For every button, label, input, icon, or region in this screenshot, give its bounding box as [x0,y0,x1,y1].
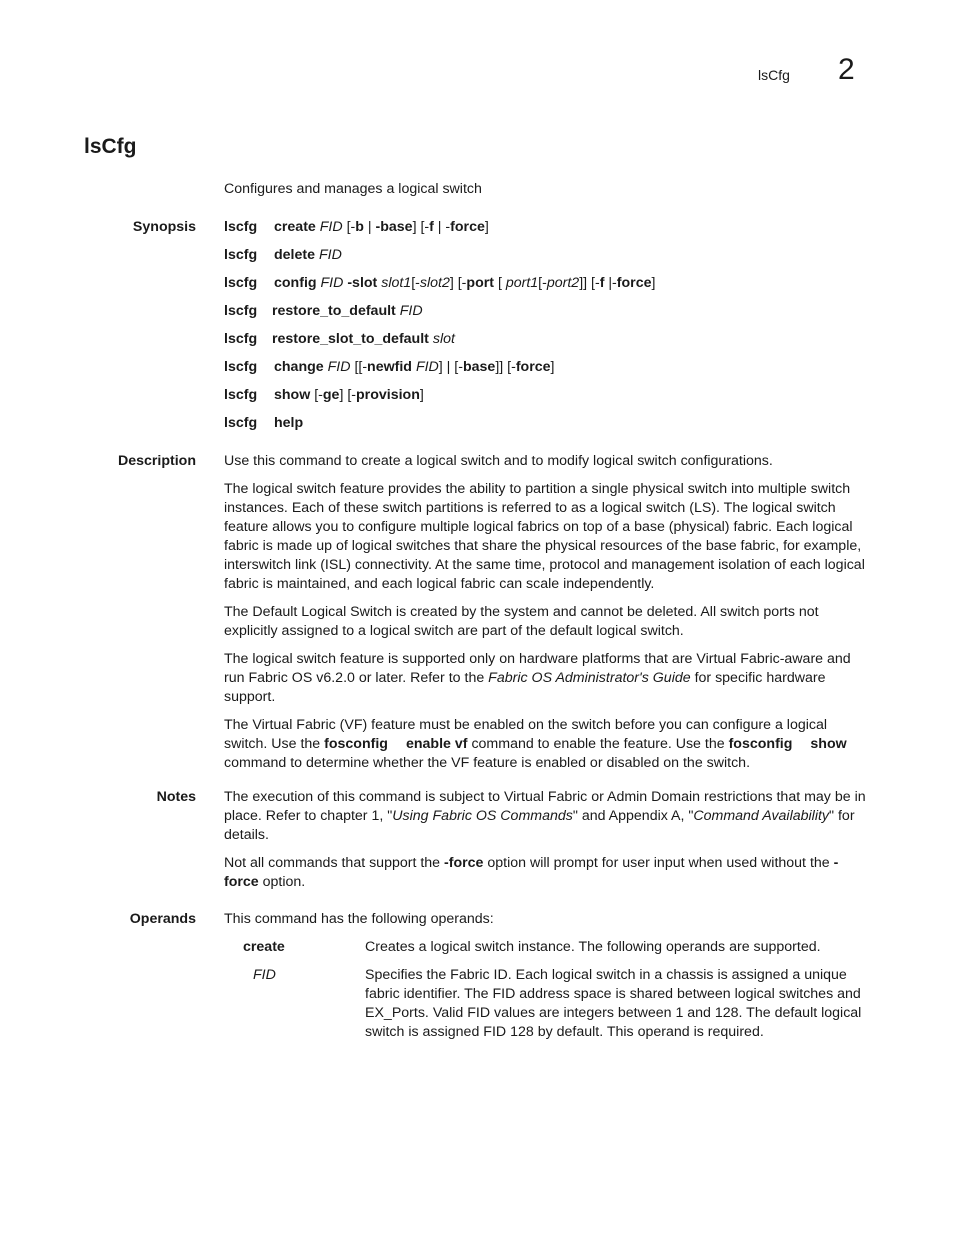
description-paragraph: The logical switch feature is supported only on hardware platforms that are Virtual Fabric-aware and run Fabric OS v6.2.0 or later. Refer to the Fabric OS Administrator's Guide for specific hardware support. [224,651,851,705]
synopsis-command: lscfg [224,247,258,263]
synopsis-line: lscfg change FID [[-newfid FID] | [-base]] [-force] [224,359,555,375]
description-paragraph: The Default Logical Switch is created by the system and cannot be deleted. All switch ports not explicitly assigned to a logical switch are part of the default logical switch. [224,604,819,639]
notes-body [224,788,869,901]
operand-description: Creates a logical switch instance. The following operands are supported. [365,939,821,955]
description-paragraph: The logical switch feature provides the ability to partition a single physical switch into multiple switch instances. Each of these switch partitions is referred to as a logical switch (LS). The logical switch feature allows you to configure multiple logical fabrics on top of a base (physical) fabric. Each logical fabric is made up of logical switches that share the physical resources of the base fabric, for example, interswitch link (ISL) connectivity. At the same time, protocol and management isolation of each logical fabric is maintained, and each logical fabric can scale independently. [224,481,865,592]
running-header-section: lsCfg [758,67,790,83]
synopsis-line: lscfg create FID [-b | -base] [-f | -force] [224,219,489,235]
operands-intro: This command has the following operands: [224,911,494,927]
synopsis-line: lscfg show [-ge] [-provision] [224,387,424,403]
page-title: lsCfg [84,135,137,158]
running-header-chapter-number: 2 [838,53,855,86]
synopsis-line: lscfg restore_slot_to_default slot [224,331,455,347]
synopsis-line: lscfg delete FID [224,247,342,263]
synopsis-label: Synopsis [132,219,196,235]
synopsis-command: lscfg [224,387,258,403]
description-label: Description [117,453,196,469]
operand-term: FID [253,967,276,983]
notes-label: Notes [156,789,196,805]
command-summary: Configures and manages a logical switch [224,181,482,197]
synopsis-command: lscfg [224,303,258,319]
synopsis-command: lscfg [224,219,258,235]
operand-term: create [243,939,285,955]
description-body [224,452,869,782]
operands-label: Operands [129,911,196,927]
synopsis-command: lscfg [224,275,258,291]
synopsis-command: lscfg [224,331,258,347]
description-paragraph: The Virtual Fabric (VF) feature must be enabled on the switch before you can configure a logical switch. Use the fosconfig enable vf command to enable the feature. Use the fosconfig show command to determine whether the VF feature is enabled or disabled on the switch. [224,717,847,771]
notes-paragraph: Not all commands that support the -force option will prompt for user input when used without the -force option. [224,855,839,890]
synopsis-line: lscfg help [224,415,304,431]
description-paragraph: Use this command to create a logical switch and to modify logical switch configurations. [224,453,773,469]
operand-description: Specifies the Fabric ID. Each logical switch in a chassis is assigned a unique fabric identifier. The FID address space is shared between logical switches and EX_Ports. Valid FID values are integers between 1 and 128. The default logical switch is assigned FID 128 by default. This operand is required. [365,967,862,1040]
synopsis-command: lscfg [224,415,258,431]
synopsis-command: lscfg [224,359,258,375]
synopsis-line: lscfg config FID -slot slot1[-slot2] [-port [ port1[-port2]] [-f |-force] [224,275,656,291]
notes-paragraph: The execution of this command is subject to Virtual Fabric or Admin Domain restrictions that may be in place. Refer to chapter 1, "Using Fabric OS Commands" and Appendix A, "Command Availability" for details. [224,789,866,843]
synopsis-line: lscfg restore_to_default FID [224,303,423,319]
